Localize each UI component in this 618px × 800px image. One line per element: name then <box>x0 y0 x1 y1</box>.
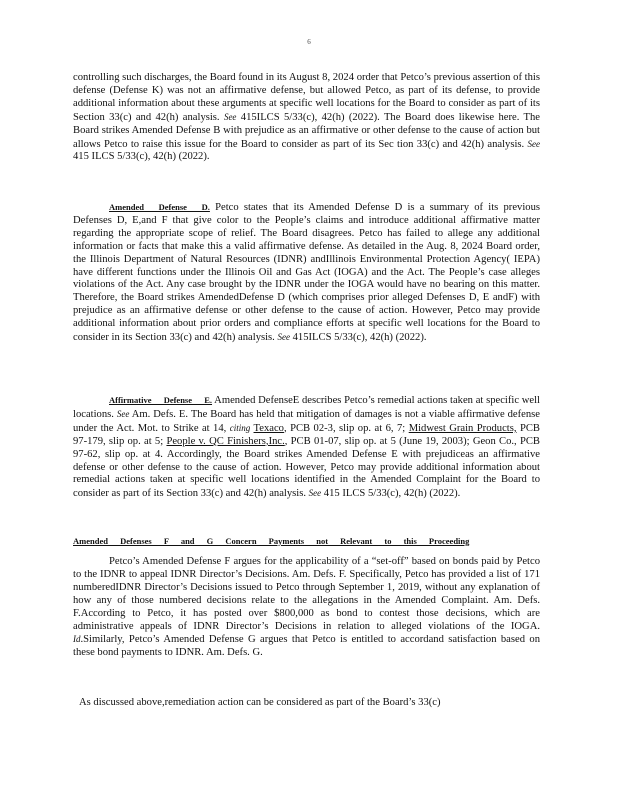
p3-text-1: Amended DefenseE describes Petco’s remedial actions taken at specific well locations. <box>73 395 540 420</box>
p3-see-signal-2: See <box>308 488 322 499</box>
p3-see-signal: See <box>116 408 130 419</box>
p4-text-2: .Similarly, Petco’s Amended Defense G argues that Petco is entitled to accordand satisfaction based on these bond payments to IDNR. Am. Defs. G. <box>73 634 540 659</box>
page-number: 6 <box>307 38 311 46</box>
p3-case-texaco: Texaco <box>253 422 284 434</box>
paragraph-defense-e <box>73 394 540 501</box>
p4-text-1: Petco’s Amended Defense F argues for the applicability of a “set-off” based on bonds paid by Petco to the IDNR to appeal IDNR Director’s Decisions. Am. Defs. F. Specifically, Petco has provided a list of 171 numberedIDNR Director’s Decisions issued to Petco through September 1, 2019, without any explanation of how any of those numbered decisions relate to the allegations in the Amended Complaint. Am. Defs. F.According to Petco, it has posted over $800,000 as bond to contest those decisions, which are administrative appeals of IDNR Director’s Decisions in relation to alleged violations of the IOGA. <box>73 556 540 632</box>
section-heading: Amended Defenses F and G Concern Payments not Relevant to this Proceeding <box>73 536 470 546</box>
p1-text: controlling such discharges, the Board found in its August 8, 2024 order that Petco’s previous assertion of this defense (Defense K) was not an affirmative defense, but allowed Petco, as part of its defense, to provide additional information about these arguments at specific well locations for the Board to consider as part of its Section 33(c) and 42(h) analysis. <box>73 72 540 123</box>
p4-id-signal: Id <box>73 634 81 645</box>
p1-see-signal-2: See <box>527 138 540 149</box>
p3-text-2: Am. Defs. E. The Board has held that mitigation of damages is not a viable affirmative defense under the Act. Mot. to Strike at 14, <box>73 408 540 434</box>
p3-text-3: , PCB 02-3, slip op. at 6, 7; <box>283 422 409 434</box>
p2-citation: 415ILCS 5/33(c), 42(h) (2022). <box>289 332 427 344</box>
p3-text-4: PCB 97-179, slip op. at 5; <box>73 422 540 447</box>
p3-citing-signal: citing <box>229 422 251 433</box>
paragraph-remediation-start: As discussed above,remediation action can be considered as part of the Board’s 33(c) <box>79 697 441 708</box>
p3-heading: Affirmative Defense E. <box>109 395 213 405</box>
p3-case-qc: People v. QC Finishers,Inc. <box>166 435 285 447</box>
p2-heading: Amended Defense D. <box>109 202 210 212</box>
p2-text: Petco states that its Amended Defense D is a summary of its previous Defenses D, E,and F that give color to the People’s claims and introduce additional affirmative matter regarding the appropriate scope of relief. The Board disagrees. Petco has failed to allege any additional information or facts that make this a valid affirmative defense. As detailed in the Aug. 8, 2024 Board order, the Illinois Department of Natural Resources (IDNR) andIllinois Environmental Protection Agency( IEPA) have different functions under the Illinois Oil and Gas Act (IOGA) and the Act. The People’s case alleges violations of the Act. Any case brought by the IDNR under the IOGA would have no bearing on this matter. Therefore, the Board strikes AmendedDefense D (which comprises prior alleged Defenses D, E andF) with prejudice as an affirmative defense or other defense to the cause of action. However, Petco may provide additional information about prior orders and compliance efforts at specific well locations for the Board to consider in its Section 33(c) and 42(h) analysis. <box>73 202 540 344</box>
paragraph-defense-b <box>73 72 540 164</box>
paragraph-defense-d <box>73 201 540 345</box>
paragraph-defenses-f-g <box>73 556 540 660</box>
p1-see-signal: See <box>223 111 237 122</box>
p3-case-midwest: Midwest Grain Products, <box>408 422 517 434</box>
p3-text-5: , PCB 01-07, slip op. at 5 (June 19, 2003); Geon Co., PCB 97-62, slip op. at 4. Accordingly, the Board strikes Amended Defense E with prejudiceas an affirmative defense or other defense to the cause of action. However, Petco may provide additional information about remedial actions taken at specific well locations identified in the Amended Complaint for the Board to consider as part of its Section 33(c) and 42(h) analysis. <box>73 435 540 500</box>
p1-citation: 415ILCS 5/33(c), 42(h) (2022). The Board does likewise here. The Board strikes Amended Defense B with prejudice as an affirmative or other defense to the cause of action but allows Petco to raise this issue for the Board to consider as part of its Sec tion 33(c) and 42(h) analysis. <box>73 111 540 150</box>
p2-see-signal: See <box>277 332 290 343</box>
p1-citation-2: 415 ILCS 5/33(c), 42(h) (2022). <box>73 151 210 163</box>
p3-citation: 415 ILCS 5/33(c), 42(h) (2022). <box>321 488 461 500</box>
